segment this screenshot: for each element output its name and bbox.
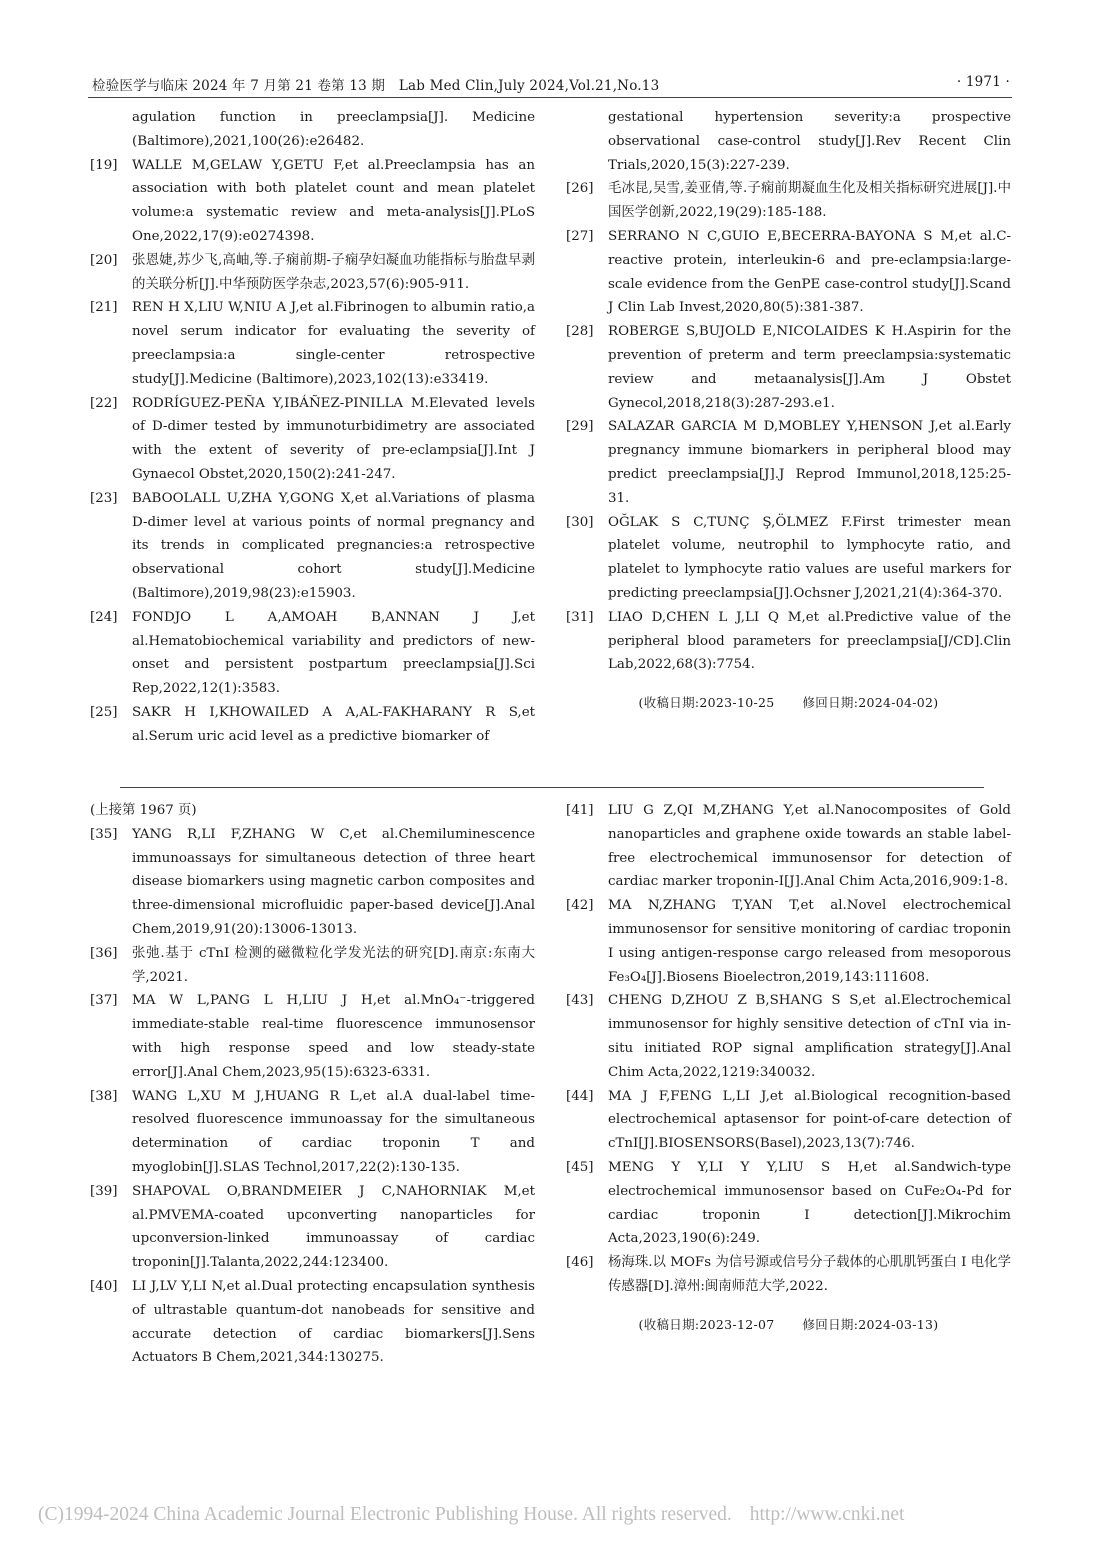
reference-item	[566, 894, 1011, 989]
reference-text: CHENG D,ZHOU Z B,SHANG S S,et al.Electrochemical immunosensor for highly sensitive detection of cTnI via in-situ initiated ROP signal amplification strategy[J].Anal Chim Acta,2022,1219:340032.	[608, 993, 1011, 1080]
received-date: (收稿日期:2023-10-25	[638, 695, 775, 711]
reference-item	[90, 606, 535, 701]
reference-item	[566, 1156, 1011, 1251]
reference-text: REN H X,LIU W,NIU A J,et al.Fibrinogen to albumin ratio,a novel serum indicator for evaluating the severity of preeclampsia:a single-center retrospective study[J].Medicine (Baltimore),2023,102(13):e33419.	[132, 300, 535, 387]
journal-header: 检验医学与临床 2024 年 7 月第 21 卷第 13 期 Lab Med Clin,July 2024,Vol.21,No.13	[92, 78, 660, 94]
reference-item	[566, 225, 1011, 320]
reference-number: [27]	[566, 228, 594, 244]
reference-item	[90, 154, 535, 249]
reference-text: WANG L,XU M J,HUANG R L,et al.A dual-label time-resolved fluorescence immunoassay for the simultaneous determination of cardiac troponin T and myoglobin[J].SLAS Technol,2017,22(2):130-135.	[132, 1088, 535, 1175]
reference-item	[90, 701, 535, 749]
reference-continuation: agulation function in preeclampsia[J]. Medicine (Baltimore),2021,100(26):e26482.	[132, 110, 535, 149]
continued-from-note: (上接第 1967 页)	[90, 803, 197, 818]
manuscript-dates	[566, 691, 1011, 715]
reference-text: MA N,ZHANG T,YAN T,et al.Novel electrochemical immunosensor for sensitive monitoring of cardiac troponin I using antigen-response cargo released from mesoporous Fe₃O₄[J].Biosens Bioelectron,2019,143:111608.	[608, 898, 1011, 985]
reference-item	[90, 1085, 535, 1180]
reference-number: [30]	[566, 514, 594, 530]
reference-number: [19]	[90, 157, 118, 173]
reference-item	[566, 415, 1011, 510]
reference-number: [38]	[90, 1088, 118, 1104]
reference-number: [45]	[566, 1159, 594, 1175]
reference-number: [22]	[90, 395, 118, 411]
reference-number: [44]	[566, 1088, 594, 1104]
bottom-left-column	[90, 799, 535, 1370]
header-rule	[88, 97, 1012, 98]
reference-number: [36]	[90, 945, 118, 961]
reference-text: RODRÍGUEZ-PEÑA Y,IBÁÑEZ-PINILLA M.Elevated levels of D-dimer tested by immunoturbidimetry are associated with the extent of severity of pre-eclampsia[J].Int J Gynaecol Obstet,2020,150(2):241-247.	[132, 395, 535, 482]
reference-number: [39]	[90, 1183, 118, 1199]
reference-text: SAKR H I,KHOWAILED A A,AL-FAKHARANY R S,et al.Serum uric acid level as a predictive biomarker of	[132, 704, 535, 744]
reference-text: LIAO D,CHEN L J,LI Q M,et al.Predictive value of the peripheral blood parameters for preeclampsia[J/CD].Clin Lab,2022,68(3):7754.	[608, 609, 1011, 673]
reference-number: [35]	[90, 826, 118, 842]
running-header	[92, 74, 1010, 96]
reference-item	[90, 823, 535, 942]
section-divider	[120, 787, 984, 788]
reference-number: [37]	[90, 993, 118, 1009]
reference-item	[90, 1275, 535, 1370]
reference-text: YANG R,LI F,ZHANG W C,et al.Chemiluminescence immunoassays for simultaneous detection of three heart disease biomarkers using magnetic carbon composites and three-dimensional microfluidic paper-based device[J].Anal Chem,2019,91(20):13006-13013.	[132, 826, 535, 937]
reference-item	[566, 320, 1011, 415]
reference-text: SERRANO N C,GUIO E,BECERRA-BAYONA S M,et al.C-reactive protein, interleukin-6 and pre-eclampsia:large-scale evidence from the GenPE case-control study[J].Scand J Clin Lab Invest,2020,80(5):381-387.	[608, 228, 1011, 316]
reference-item	[566, 177, 1011, 225]
reference-item	[566, 1251, 1011, 1299]
reference-number: [28]	[566, 324, 594, 340]
reference-item	[90, 296, 535, 391]
reference-number: [23]	[90, 490, 118, 506]
reference-text: 杨海珠.以 MOFs 为信号源或信号分子载体的心肌肌钙蛋白 I 电化学传感器[D].漳州:闽南师范大学,2022.	[608, 1255, 1011, 1294]
reference-number: [29]	[566, 419, 594, 435]
reference-text: LI J,LV Y,LI N,et al.Dual protecting encapsulation synthesis of ultrastable quantum-dot nanobeads for sensitive and accurate detection of cardiac biomarkers[J].Sens Actuators B Chem,2021,344:130275.	[132, 1278, 535, 1366]
copyright-text: (C)1994-2024 China Academic Journal Electronic Publishing House. All rights reserved.	[38, 1504, 732, 1525]
reference-text: MENG Y Y,LI Y Y,LIU S H,et al.Sandwich-type electrochemical immunosensor based on CuFe₂O₄-Pd for cardiac troponin I detection[J].Mikrochim Acta,2023,190(6):249.	[608, 1159, 1011, 1247]
manuscript-dates	[566, 1313, 1011, 1337]
reference-item	[90, 989, 535, 1084]
reference-number: [20]	[90, 252, 118, 268]
reference-text: FONDJO L A,AMOAH B,ANNAN J J,et al.Hematobiochemical variability and predictors of new-onset and persistent postpartum preeclampsia[J].Sci Rep,2022,12(1):3583.	[132, 609, 535, 697]
reference-text: 张弛.基于 cTnI 检测的磁微粒化学发光法的研究[D].南京:东南大学,2021.	[132, 945, 535, 985]
reference-text: WALLE M,GELAW Y,GETU F,et al.Preeclampsia has an association with both platelet count and mean platelet volume:a systematic review and meta-analysis[J].PLoS One,2022,17(9):e0274398.	[132, 157, 535, 244]
reference-text: MA J F,FENG L,LI J,et al.Biological recognition-based electrochemical aptasensor for point-of-care detection of cTnI[J].BIOSENSORS(Basel),2023,13(7):746.	[608, 1088, 1011, 1152]
top-left-column	[90, 106, 535, 749]
reference-number: [43]	[566, 993, 594, 1009]
reference-number: [21]	[90, 300, 118, 316]
reference-number: [42]	[566, 898, 594, 914]
revised-date: 修回日期:2024-03-13)	[802, 1316, 939, 1332]
reference-text: MA W L,PANG L H,LIU J H,et al.MnO₄⁻-triggered immediate-stable real-time fluorescence immunosensor with high response speed and low steady-state error[J].Anal Chem,2023,95(15):6323-6331.	[132, 993, 535, 1080]
reference-continuation: gestational hypertension severity:a prospective observational case-control study[J].Rev Recent Clin Trials,2020,15(3):227-239.	[608, 110, 1011, 173]
reference-number: [46]	[566, 1255, 594, 1271]
footer-url: http://www.cnki.net	[749, 1504, 905, 1525]
reference-number: [41]	[566, 803, 594, 818]
reference-text: OĞLAK S C,TUNÇ Ş,ÖLMEZ F.First trimester mean platelet volume, neutrophil to lymphocyte ratio, and platelet to lymphocyte ratio values are useful markers for predicting preeclampsia[J].Ochsner J,2021,21(4):364-370.	[608, 514, 1011, 601]
reference-item	[90, 487, 535, 606]
top-right-column	[566, 106, 1011, 715]
reference-item	[90, 249, 535, 297]
copyright-footer	[38, 1504, 1068, 1526]
reference-item	[566, 511, 1011, 606]
reference-text: LIU G Z,QI M,ZHANG Y,et al.Nanocomposites of Gold nanoparticles and graphene oxide towards an stable label-free electrochemical immunosensor for detection of cardiac marker troponin-I[J].Anal Chim Acta,2016,909:1-8.	[608, 803, 1011, 890]
reference-text: SALAZAR GARCIA M D,MOBLEY Y,HENSON J,et al.Early pregnancy immune biomarkers in peripheral blood may predict preeclampsia[J].J Reprod Immunol,2018,125:25-31.	[608, 419, 1011, 506]
reference-number: [31]	[566, 609, 594, 625]
page-number: · 1971 ·	[956, 74, 1010, 90]
reference-text: BABOOLALL U,ZHA Y,GONG X,et al.Variations of plasma D-dimer level at various points of normal pregnancy and its trends in complicated pregnancies:a retrospective observational cohort study[J].Medicine (Baltimore),2019,98(23):e15903.	[132, 490, 535, 601]
reference-item	[566, 606, 1011, 677]
reference-text: 张恩婕,苏少飞,高岫,等.子痫前期-子痫孕妇凝血功能指标与胎盘早剥的关联分析[J].中华预防医学杂志,2023,57(6):905-911.	[132, 252, 535, 292]
reference-number: [24]	[90, 609, 118, 625]
received-date: (收稿日期:2023-12-07	[638, 1316, 775, 1332]
reference-text: ROBERGE S,BUJOLD E,NICOLAIDES K H.Aspirin for the prevention of preterm and term preeclampsia:systematic review and metaanalysis[J].Am J Obstet Gynecol,2018,218(3):287-293.e1.	[608, 324, 1011, 411]
reference-number: [40]	[90, 1278, 118, 1294]
reference-item	[90, 392, 535, 487]
reference-item	[566, 1085, 1011, 1156]
reference-text: SHAPOVAL O,BRANDMEIER J C,NAHORNIAK M,et al.PMVEMA-coated upconverting nanoparticles for upconversion-linked immunoassay of cardiac troponin[J].Talanta,2022,244:123400.	[132, 1183, 535, 1271]
revised-date: 修回日期:2024-04-02)	[802, 695, 939, 711]
reference-item	[566, 799, 1011, 894]
bottom-right-column	[566, 799, 1011, 1337]
reference-item	[90, 942, 535, 990]
reference-item	[566, 989, 1011, 1084]
reference-number: [26]	[566, 181, 594, 197]
reference-number: [25]	[90, 704, 118, 720]
reference-item	[90, 1180, 535, 1275]
reference-text: 毛冰昆,吴雪,姜亚倩,等.子痫前期凝血生化及相关指标研究进展[J].中国医学创新,2022,19(29):185-188.	[608, 181, 1011, 221]
